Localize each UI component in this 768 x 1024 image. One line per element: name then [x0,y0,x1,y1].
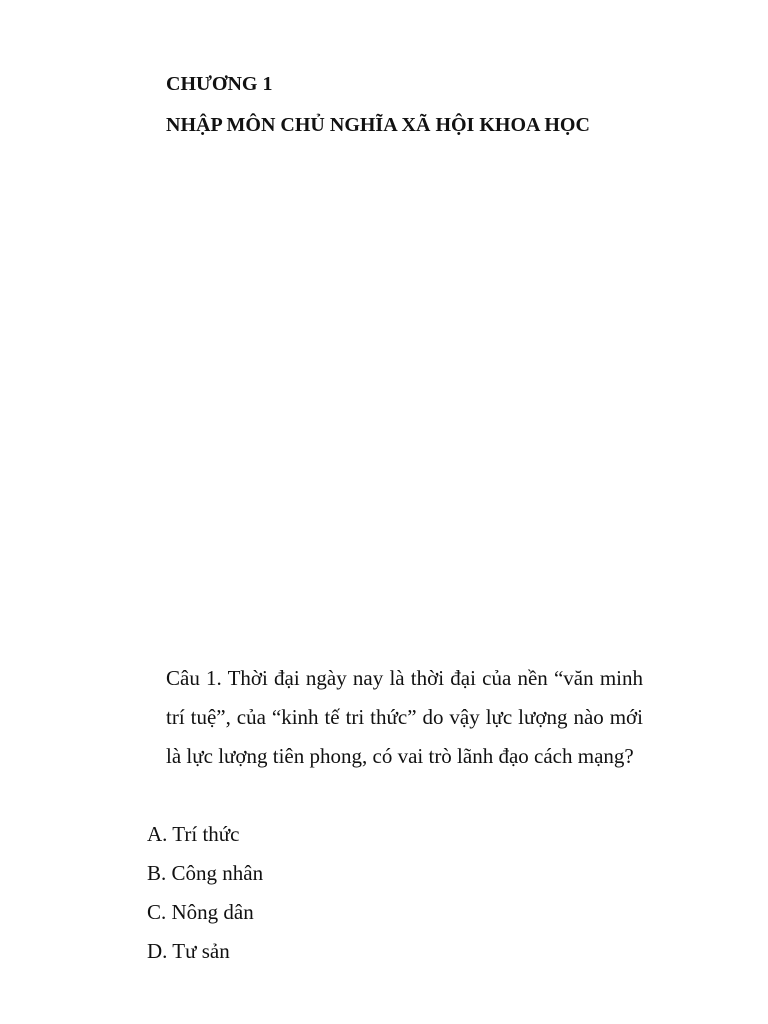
option-a: A. Trí thức [147,822,240,846]
option-b: B. Công nhân [147,861,264,885]
option-d: D. Tư sản [147,939,230,963]
chapter-title: NHẬP MÔN CHỦ NGHĨA XÃ HỘI KHOA HỌC [166,114,590,136]
answer-options [147,815,263,971]
option-c: C. Nông dân [147,900,254,924]
chapter-label: CHƯƠNG 1 [166,73,273,95]
question-text: Câu 1. Thời đại ngày nay là thời đại của nền “văn minh trí tuệ”, của “kinh tế tri thức” do vậy lực lượng nào mới là lực lượng tiên phong, có vai trò lãnh đạo cách mạng? [166,666,643,768]
